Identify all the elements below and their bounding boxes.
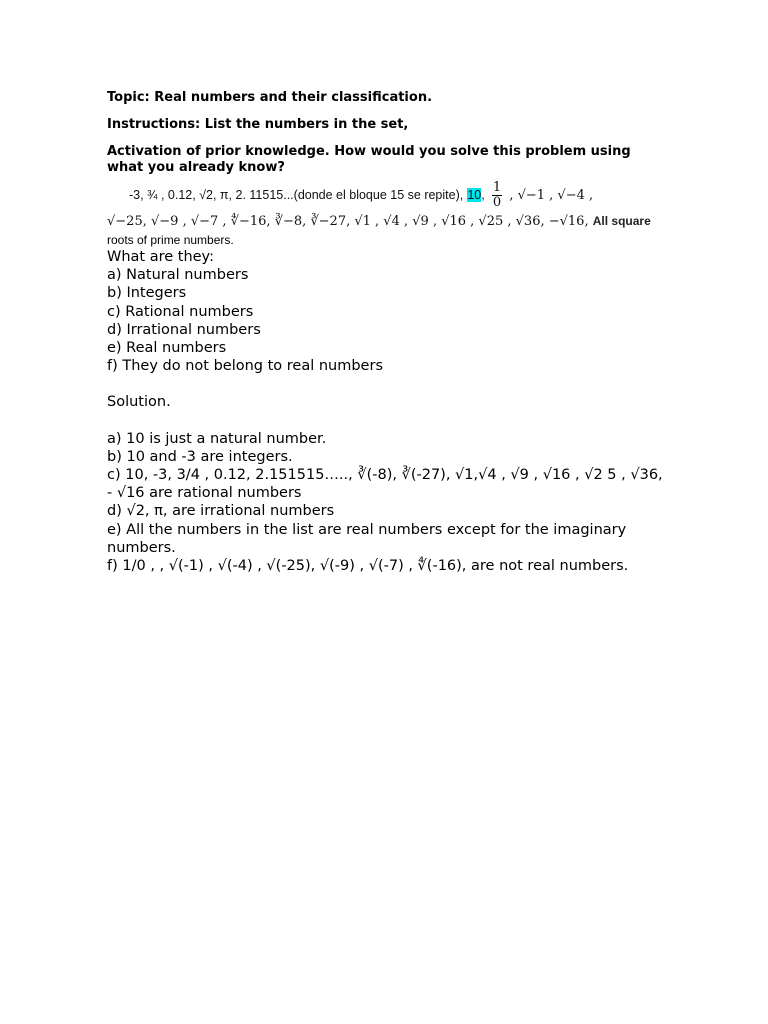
solution-a: a) 10 is just a natural number. <box>107 430 327 447</box>
comma-after-ten: , <box>481 188 485 202</box>
number-set-part-b: , √−1 , √−4 , <box>509 188 594 203</box>
activation-text: Activation of prior knowledge. How would you solve this problem using what you already know? <box>107 144 631 175</box>
option-d: d) Irrational numbers <box>107 321 261 338</box>
document-page <box>107 90 667 575</box>
spacer <box>107 375 667 393</box>
solution-e: e) All the numbers in the list are real numbers except for the imaginary numbers. <box>107 521 627 556</box>
number-set-part-a: -3, ¾ , 0.12, √2, π, 2. 11515...(donde el bloque 15 se repite), <box>129 188 464 202</box>
option-b: b) Integers <box>107 285 187 302</box>
topic-heading: Topic: Real numbers and their classification. <box>107 90 433 105</box>
solution-d: d) √2, π, are irrational numbers <box>107 503 335 520</box>
solution-f: f) 1/0 , , √(-1) , √(-4) , √(-25), √(-9) , √(-7) , ∜(-16), are not real numbers. <box>107 558 629 575</box>
number-set-line-1 <box>107 180 667 210</box>
number-set-line-2 <box>107 210 667 232</box>
fraction-denominator: 0 <box>492 195 502 210</box>
fraction-one-over-zero <box>492 181 502 210</box>
number-set-tail: All square <box>592 214 651 228</box>
fraction-numerator: 1 <box>492 180 502 195</box>
option-e: e) Real numbers <box>107 340 227 357</box>
number-set-line-3: roots of prime numbers. <box>107 233 234 247</box>
number-set-roots: √−25, √−9 , √−7 , ∜−16, ∛−8, ∛−27, √1 , √4 , √9 , √16 , √25 , √36, −√16, <box>107 214 589 229</box>
spacer <box>107 412 667 430</box>
option-f: f) They do not belong to real numbers <box>107 358 383 375</box>
solution-b: b) 10 and -3 are integers. <box>107 448 293 465</box>
question-title: What are they: <box>107 249 214 265</box>
solution-list <box>107 430 667 576</box>
solution-title: Solution. <box>107 394 171 411</box>
question-options <box>107 266 667 375</box>
highlighted-ten: 10 <box>467 188 482 202</box>
solution-c: c) 10, -3, 3/4 , 0.12, 2.151515….., ∛(-8), ∛(-27), √1,√4 , √9 , √16 , √2 5 , √36, - √16 are rational numbers <box>107 467 663 502</box>
option-c: c) Rational numbers <box>107 303 254 320</box>
instructions-text: Instructions: List the numbers in the set, <box>107 117 409 132</box>
option-a: a) Natural numbers <box>107 267 249 284</box>
